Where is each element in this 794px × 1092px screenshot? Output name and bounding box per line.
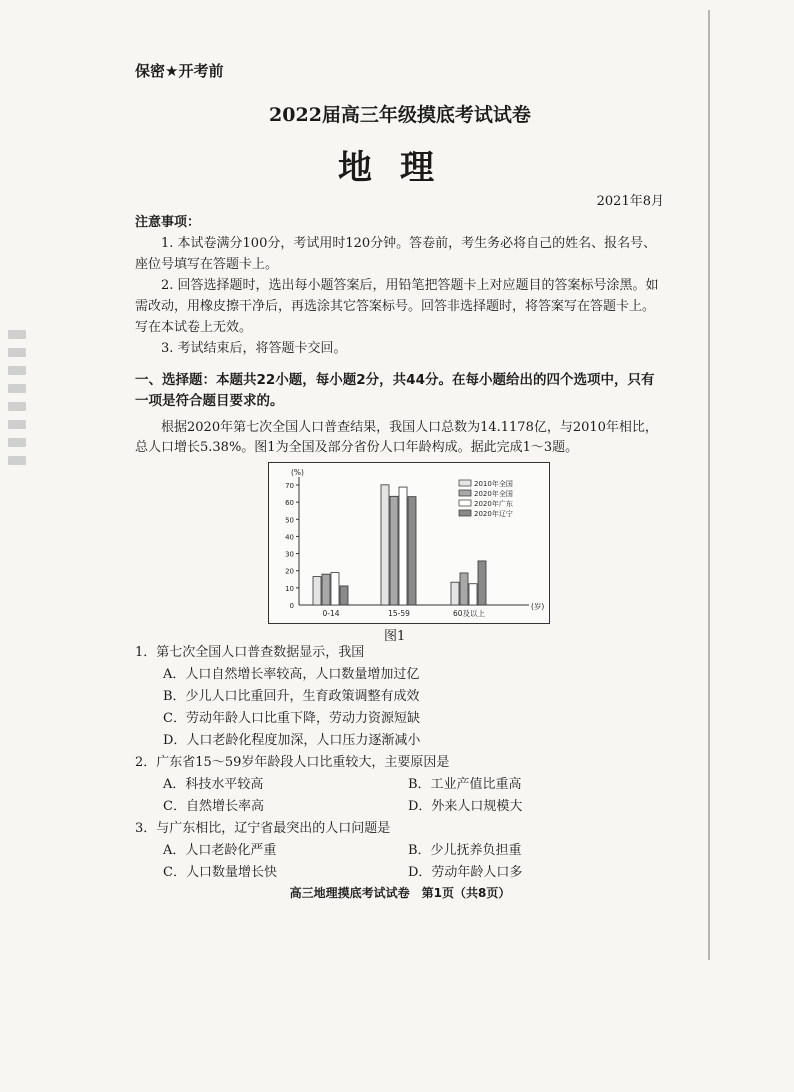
question-2 [135,752,665,818]
x-tick-label: 0-14 [322,609,340,618]
legend-swatch [459,500,471,506]
bar-2-2 [469,584,477,605]
option-a: A．人口老龄化严重 [163,843,277,858]
option-d: D．劳动年龄人口多 [408,865,523,880]
question-stem: 3．与广东相比，辽宁省最突出的人口问题是 [135,821,391,836]
y-tick-label: 20 [285,567,294,576]
page-edge-line [708,10,710,960]
figure-caption: 图1 [384,629,406,644]
subject-title: 地理 [338,148,462,188]
y-tick-label: 10 [285,584,294,593]
note-item: 3. 考试结束后，将答题卡交回。 [161,341,347,356]
legend-label: 2020年广东 [474,500,513,508]
option-b: B．少儿人口比重回升，生育政策调整有成效 [163,689,420,704]
questions-block [135,642,665,884]
bar-0-3 [340,586,348,605]
bar-1-3 [408,497,416,605]
legend-label: 2020年辽宁 [474,510,513,518]
legend-label: 2020年全国 [474,490,513,498]
x-axis-label: (岁) [531,602,545,611]
option-c: C．人口数量增长快 [163,865,277,880]
bar-1-0 [381,485,389,605]
option-c: C．自然增长率高 [163,799,264,814]
legend-label: 2010年全国 [474,480,513,488]
option-a: A．科技水平较高 [163,777,264,792]
y-tick-label: 50 [285,516,294,525]
bar-0-1 [322,574,330,605]
bar-0-2 [331,573,339,605]
page-footer: 高三地理摸底考试试卷 第1页（共8页） [289,886,511,900]
notes-heading: 注意事项： [135,215,201,230]
bar-0-0 [313,577,321,605]
section-heading: 一、选择题：本题共22小题，每小题2分，共44分。在每小题给出的四个选项中，只有一项是符合题目要求的。 [135,372,655,409]
option-b: B．工业产值比重高 [408,777,522,792]
legend-swatch [459,490,471,496]
question-1 [135,642,665,752]
y-tick-label: 60 [285,499,294,508]
note-item: 2. 回答选择题时，选出每小题答案后，用铅笔把答题卡上对应题目的答案标号涂黑。如需改动，用橡皮擦干净后，再选涂其它答案标号。回答非选择题时，将答案写在答题卡上。写在本试卷上无效。 [135,278,659,335]
y-tick-label: 0 [289,602,294,610]
figure-1-chart [268,462,550,624]
confidential-label: 保密★开考前 [135,62,224,80]
exam-title: 2022届高三年级摸底考试试卷 [269,104,531,126]
legend-swatch [459,510,471,516]
y-tick-label: 40 [285,533,294,542]
legend-swatch [459,480,471,486]
option-a: A．人口自然增长率较高，人口数量增加过亿 [163,667,420,682]
bar-1-1 [390,496,398,605]
exam-date: 2021年8月 [596,194,664,209]
bar-2-0 [451,582,459,605]
bar-1-2 [399,487,407,605]
question-stem: 2．广东省15～59岁年龄段人口比重较大，主要原因是 [135,755,450,770]
x-tick-label: 60及以上 [452,609,486,618]
question-3 [135,818,665,884]
question-stem: 1．第七次全国人口普查数据显示，我国 [135,645,365,660]
option-d: D．人口老龄化程度加深，人口压力逐渐减小 [163,733,421,748]
option-c: C．劳动年龄人口比重下降，劳动力资源短缺 [163,711,420,726]
option-b: B．少儿抚养负担重 [408,843,522,858]
note-item: 1. 本试卷满分100分，考试用时120分钟。答卷前，考生务必将自己的姓名、报名号、座位号填写在答题卡上。 [135,236,657,272]
x-tick-label: 15-59 [388,609,410,618]
bar-chart [269,463,549,623]
bar-2-3 [478,561,486,605]
y-tick-label: 70 [285,482,294,490]
option-d: D．外来人口规模大 [408,799,523,814]
scan-margin-marks [8,330,30,474]
y-axis-label: (%) [291,468,304,477]
y-tick-label: 30 [285,550,294,559]
bar-2-1 [460,573,468,605]
notes-block [135,212,665,359]
question-intro: 根据2020年第七次全国人口普查结果，我国人口总数为14.1178亿，与2010年相比，总人口增长5.38%。图1为全国及部分省份人口年龄构成。据此完成1～3题。 [135,420,658,455]
